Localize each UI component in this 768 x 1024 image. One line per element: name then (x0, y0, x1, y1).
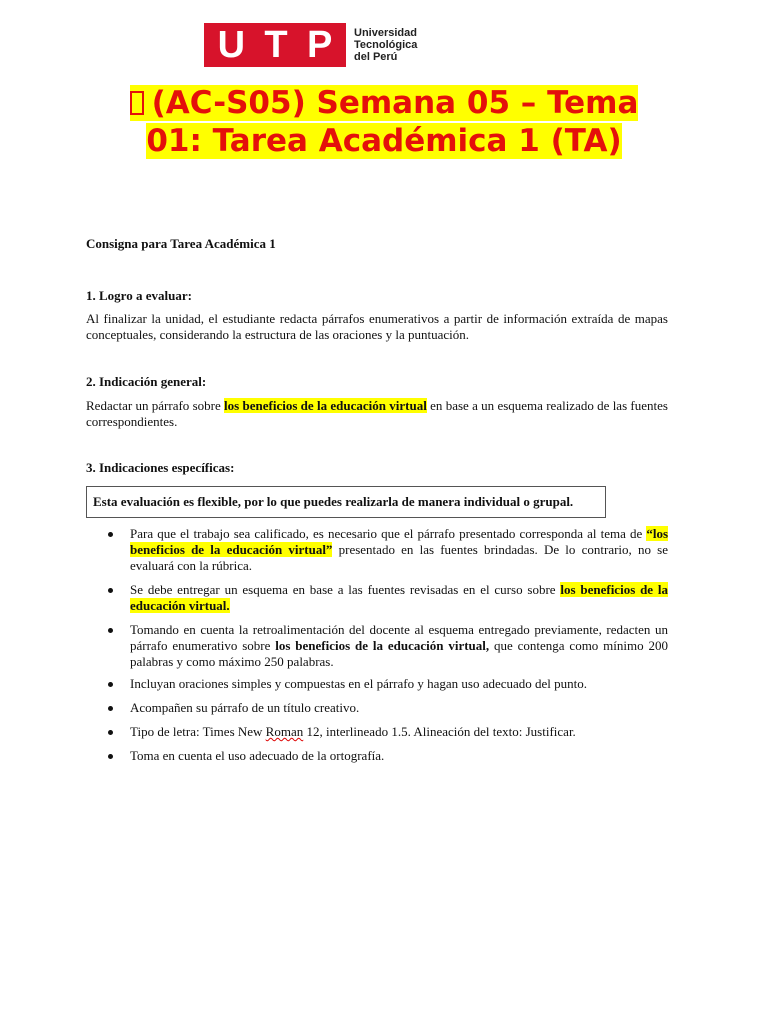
logo-university-name: Universidad Tecnológica del Perú (354, 27, 418, 63)
utp-logo-block (204, 23, 346, 67)
title-line-1: (AC-S05) Semana 05 – Tema (151, 85, 639, 121)
list-item: Tomando en cuenta la retroalimentación del docente al esquema entregado previamente, redacten un párrafo enumerativo sobre los beneficios de la educación virtual, que contenga como mínimo 200 palabras y como máximo 250 palabras. (130, 622, 668, 670)
title-line-2: 01: Tarea Académica 1 (TA) (146, 123, 622, 159)
list-item: Acompañen su párrafo de un título creativo. (130, 700, 668, 716)
section-1-text: Al finalizar la unidad, el estudiante redacta párrafos enumerativos a partir de información extraída de mapas conceptuales, considerando la estructura de las oraciones y la puntuación. (86, 311, 668, 342)
list-item: Tipo de letra: Times New Roman 12, interlineado 1.5. Alineación del texto: Justificar. (130, 724, 668, 740)
logo-letter-u: U (217, 24, 246, 66)
highlight-topic: los beneficios de la educación virtual (224, 398, 427, 413)
spellcheck-word: Roman (265, 724, 304, 739)
list-item: Toma en cuenta el uso adecuado de la ortografía. (130, 748, 668, 764)
list-item: Se debe entregar un esquema en base a las fuentes revisadas en el curso sobre los beneficios de la educación virtual. (130, 582, 668, 614)
doc-heading: Consigna para Tarea Académica 1 (86, 236, 276, 251)
utp-logo (204, 23, 417, 67)
logo-letter-p: P (306, 24, 333, 66)
section-3-title: 3. Indicaciones específicas: (86, 460, 235, 475)
section-2-text: Redactar un párrafo sobre los beneficios de la educación virtual en base a un esquema realizado de las fuentes correspondientes. (86, 398, 668, 429)
section-1-title: 1. Logro a evaluar: (86, 288, 192, 303)
logo-letter-t: T (264, 24, 288, 66)
section-2-title: 2. Indicación general: (86, 374, 207, 389)
list-item: Para que el trabajo sea calificado, es necesario que el párrafo presentado corresponda al tema de “los beneficios de la educación virtual” presentado en las fuentes brindadas. De lo contrario, no se evaluará con la rúbrica. (130, 526, 668, 574)
list-item: Incluyan oraciones simples y compuestas en el párrafo y hagan uso adecuado del punto. (130, 676, 668, 692)
empty-box-icon (130, 91, 144, 115)
page-title (70, 84, 698, 160)
flexible-evaluation-box: Esta evaluación es flexible, por lo que puedes realizarla de manera individual o grupal. (86, 486, 606, 518)
